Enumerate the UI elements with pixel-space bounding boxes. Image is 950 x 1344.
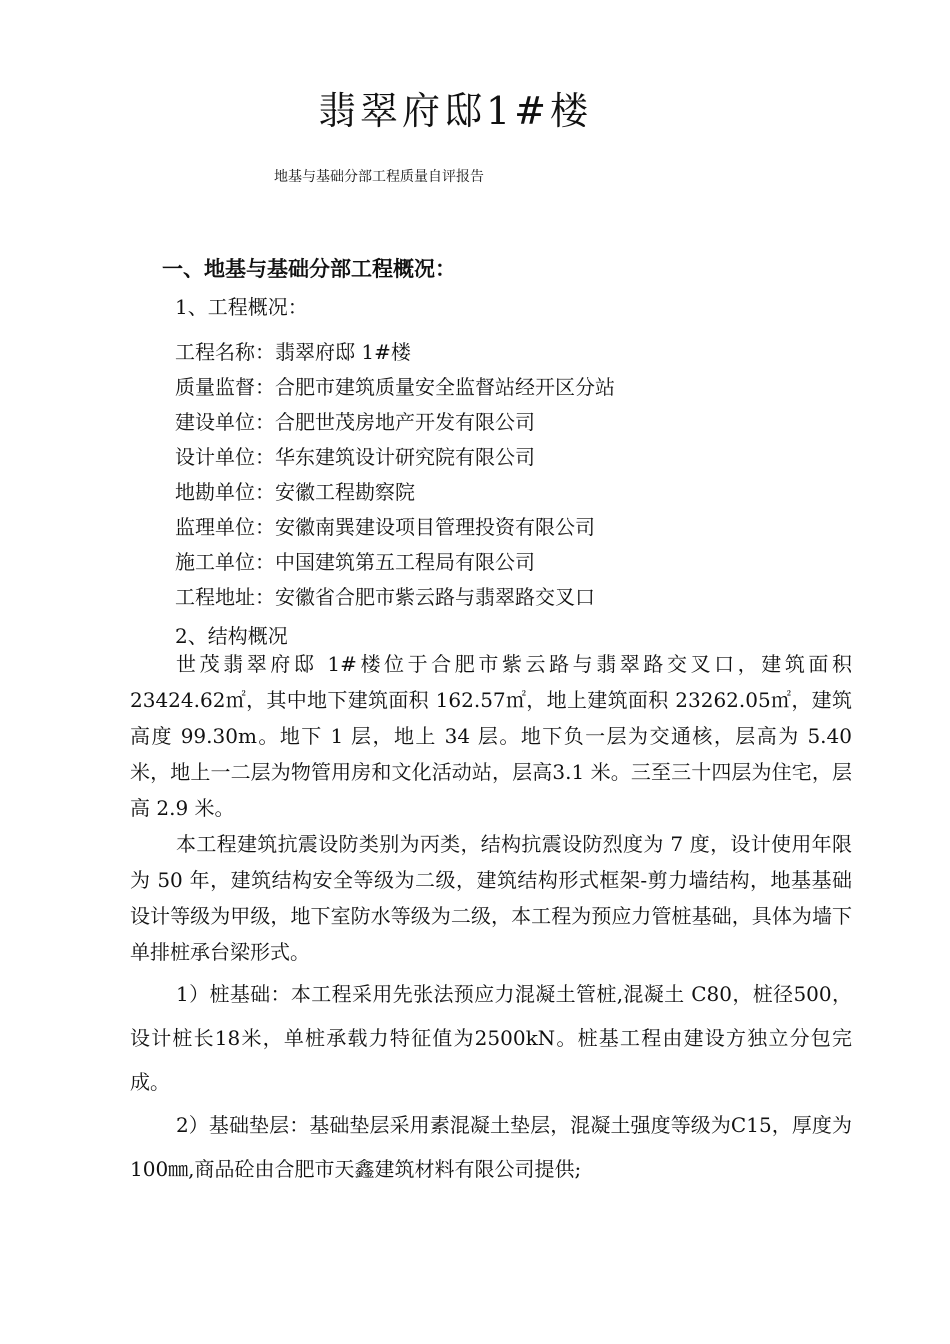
info-value: 华东建筑设计研究院有限公司 — [275, 445, 535, 469]
info-row-name — [175, 337, 895, 372]
info-value: 中国建筑第五工程局有限公司 — [275, 550, 535, 574]
info-row-survey — [175, 477, 895, 512]
info-label: 工程地址： — [175, 585, 275, 609]
info-value: 合肥市建筑质量安全监督站经开区分站 — [275, 375, 615, 399]
info-label: 质量监督： — [175, 375, 275, 399]
info-label: 工程名称： — [175, 340, 275, 364]
info-row-designer — [175, 442, 895, 477]
info-label: 地勘单位： — [175, 480, 275, 504]
document-title: 翡翠府邸1#楼 — [317, 89, 593, 133]
info-row-supervision — [175, 372, 895, 407]
paragraph-pile-foundation: 1）桩基础：本工程采用先张法预应力混凝土管桩,混凝土 C80，桩径500，设计桩长18米，单桩承载力特征值为2500kN。桩基工程由建设方独立分包完成。 — [130, 982, 852, 1094]
paragraph-seismic-design: 本工程建筑抗震设防类别为丙类，结构抗震设防烈度为 7 度，设计使用年限为 50 年，建筑结构安全等级为二级，建筑结构形式框架-剪力墙结构，地基基础设计等级为甲级，地下室防水等级为二级，本工程为预应力管桩基础，具体为墙下单排桩承台梁形式。 — [130, 832, 852, 964]
subsection-heading-project: 1、工程概况： — [175, 295, 308, 319]
section-heading-overview: 一、地基与基础分部工程概况： — [162, 257, 456, 281]
info-label: 监理单位： — [175, 515, 275, 539]
info-value: 安徽省合肥市紫云路与翡翠路交叉口 — [275, 585, 595, 609]
info-label: 建设单位： — [175, 410, 275, 434]
info-value: 翡翠府邸 1#楼 — [275, 340, 411, 364]
project-info-list — [175, 337, 895, 617]
paragraph-structure-overview: 世茂翡翠府邸 1#楼位于合肥市紫云路与翡翠路交叉口，建筑面积 23424.62㎡，其中地下建筑面积 162.57㎡，地上建筑面积 23262.05㎡，建筑高度 99.30m。地下 1 层，地上 34 层。地下负一层为交通核，层高为 5.40 米，地上一二层为物管用房和文化活动站，层高3.1 米。三至三十四层为住宅，层高 2.9 米。 — [130, 652, 852, 820]
info-row-address — [175, 582, 895, 617]
info-label: 施工单位： — [175, 550, 275, 574]
info-value: 安徽南巽建设项目管理投资有限公司 — [275, 515, 595, 539]
subsection-heading-structure: 2、结构概况 — [175, 624, 288, 648]
info-row-supervisor — [175, 512, 895, 547]
info-value: 安徽工程勘察院 — [275, 480, 415, 504]
info-label: 设计单位： — [175, 445, 275, 469]
info-row-developer — [175, 407, 895, 442]
document-subtitle: 地基与基础分部工程质量自评报告 — [274, 169, 484, 185]
info-row-contractor — [175, 547, 895, 582]
paragraph-foundation-cushion: 2）基础垫层：基础垫层采用素混凝土垫层，混凝土强度等级为C15，厚度为100㎜,商品砼由合肥市天鑫建筑材料有限公司提供; — [130, 1113, 852, 1181]
info-value: 合肥世茂房地产开发有限公司 — [275, 410, 535, 434]
